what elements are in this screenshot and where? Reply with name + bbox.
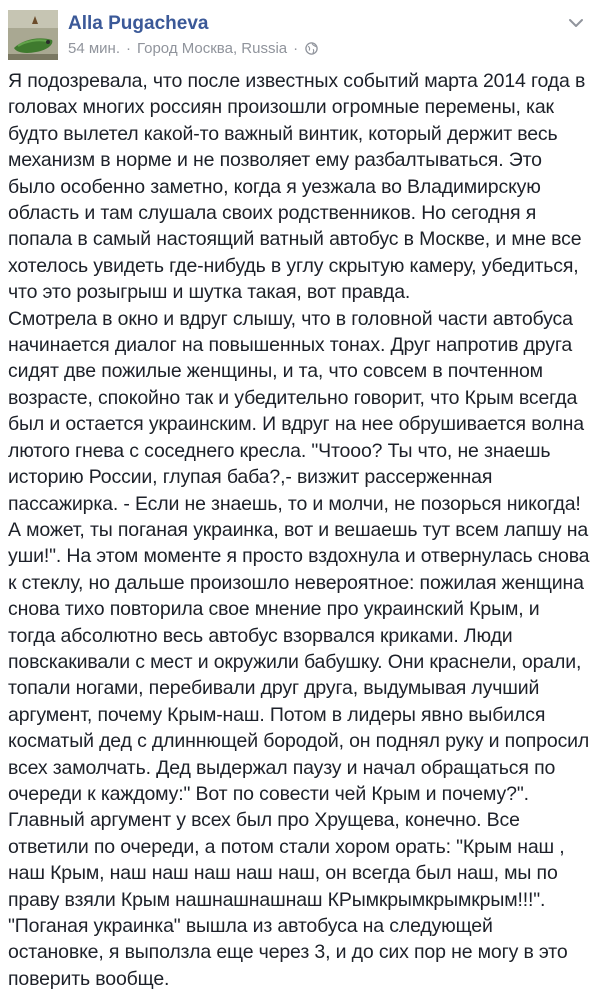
post-meta — [68, 40, 318, 57]
globe-icon[interactable] — [305, 42, 318, 55]
post-paragraph: Я подозревала, что после известных событий марта 2014 года в головах многих россиян произошли огромные перемены, как будто вылетел какой-то важный винтик, который держит весь механизм в норме и не позволяет ему разбалтываться. Это было особенно заметно, когда я уезжала во Владимирскую область и там слушала своих родственников. Но сегодня я попала в самый настоящий ватный автобус в Москве, и мне все хотелось увидеть где-нибудь в углу скрытую камеру, убедиться, что это розыгрыш и шутка такая, вот правда. — [8, 70, 586, 304]
post-location[interactable]: Город Москва, Russia — [137, 40, 288, 57]
chevron-down-icon[interactable] — [568, 16, 584, 28]
post-paragraph: Смотрела в окно и вдруг слышу, что в головной части автобуса начинается диалог на повышенных тонах. Друг напротив друга сидят две пожилые женщины, и та, что совсем в почтенном возрасте, спокойно так и убедительно говорит, что Крым всегда был и остается украинским. И вдруг на нее обрушивается волна лютого гнева с соседнего кресла. "Чтооо? Ты что, не знаешь историю России, глупая баба?,- визжит рассерженная пассажирка. - Если не знаешь, то и молчи, не позорься никогда! А может, ты поганая украинка, вот и вешаешь тут всем лапшу на уши!". На этом моменте я просто вздохнула и отвернулась снова к стеклу, но дальше произошло невероятное: пожилая женщина снова тихо повторила свое мнение про украинский Крым, и тогда абсолютно весь автобус взорвался криками. Люди повскакивали с мест и окружили бабушку. Они краснели, орали, топали ногами, перебивали друг друга, выдумывая лучший аргумент, почему Крым-наш. Потом в лидеры явно выбился косматый дед с длиннющей бородой, он поднял руку и попросил всех замолчать. Дед выдержал паузу и начал обращаться по очереди к каждому:" Вот по совести чей Крым и почему?". Главный аргумент у всех был про Хрущева, конечно. Все ответили по очереди, а потом стали хором орать: "Крым наш , наш Крым, наш наш наш наш наш, он всегда был наш, мы по праву взяли Крым нашнашнашнаш КРымкрымкрымкрым!!!". — [8, 307, 590, 911]
post-time[interactable]: 54 мин. — [68, 40, 120, 57]
post-header — [8, 10, 588, 66]
author-avatar[interactable] — [8, 10, 58, 60]
author-name[interactable]: Alla Pugacheva — [68, 13, 209, 34]
avatar-photo-icon — [8, 10, 58, 60]
post-body — [8, 68, 592, 992]
meta-separator: · — [126, 40, 131, 57]
meta-separator: · — [293, 40, 299, 57]
post-paragraph: "Поганая украинка" вышла из автобуса на следующей остановке, я выползла еще через 3, и до сих пор не могу в это поверить вообще. — [8, 915, 568, 990]
